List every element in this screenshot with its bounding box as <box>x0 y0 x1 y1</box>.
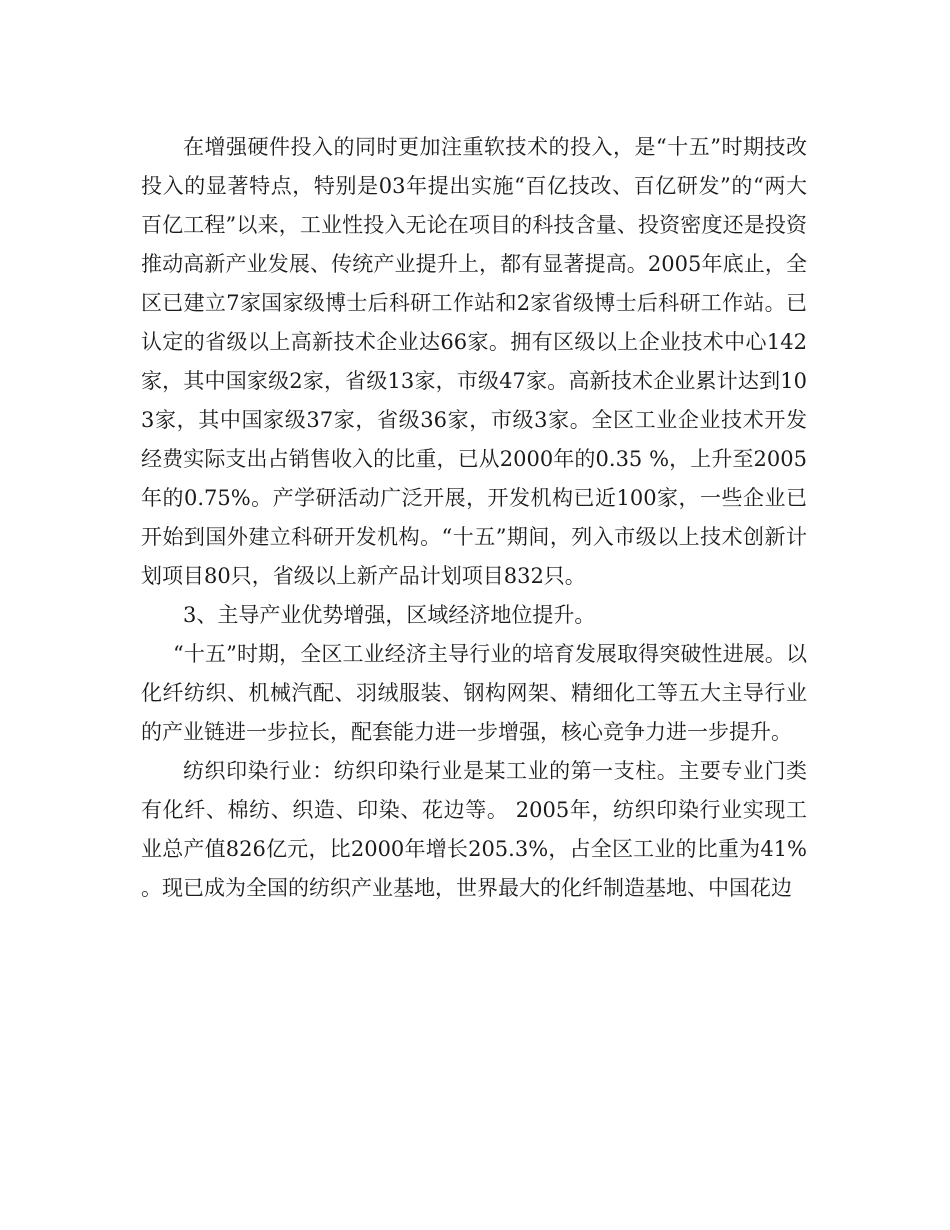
paragraph-textile-industry: 纺织印染行业：纺织印染行业是某工业的第一支柱。主要专业门类有化纤、棉纺、织造、印染、花边等。 2005年，纺织印染行业实现工业总产值826亿元，比2000年增长205.3%，占全区工业的比重为41%。现已成为全国的纺织产业基地，世界最大的化纤制造基地、中国花边 <box>141 759 807 900</box>
section-heading-leading-industries: 3、主导产业优势增强，区域经济地位提升。 <box>183 603 596 627</box>
document-body <box>141 128 807 908</box>
paragraph-leading-industries: “十五”时期，全区工业经济主导行业的培育发展取得突破性进展。以化纤纺织、机械汽配、羽绒服装、钢构网架、精细化工等五大主导行业的产业链进一步拉长，配套能力进一步增强，核心竞争力进一步提升。 <box>141 642 807 744</box>
paragraph-tech-investment: 在增强硬件投入的同时更加注重软技术的投入，是“十五”时期技改投入的显著特点，特别是03年提出实施“百亿技改、百亿研发”的“两大百亿工程”以来，工业性投入无论在项目的科技含量、投资密度还是投资推动高新产业发展、传统产业提升上，都有显著提高。2005年底止，全区已建立7家国家级博士后科研工作站和2家省级博士后科研工作站。已认定的省级以上高新技术企业达66家。拥有区级以上企业技术中心142家，其中国家级2家，省级13家，市级47家。高新技术企业累计达到103家，其中国家级37家，省级36家，市级3家。全区工业企业技术开发经费实际支出占销售收入的比重，已从2000年的0.35 %，上升至2005年的0.75%。产学研活动广泛开展，开发机构已近100家，一些企业已开始到国外建立科研开发机构。“十五”期间，列入市级以上技术创新计划项目80只，省级以上新产品计划项目832只。 <box>141 135 807 588</box>
